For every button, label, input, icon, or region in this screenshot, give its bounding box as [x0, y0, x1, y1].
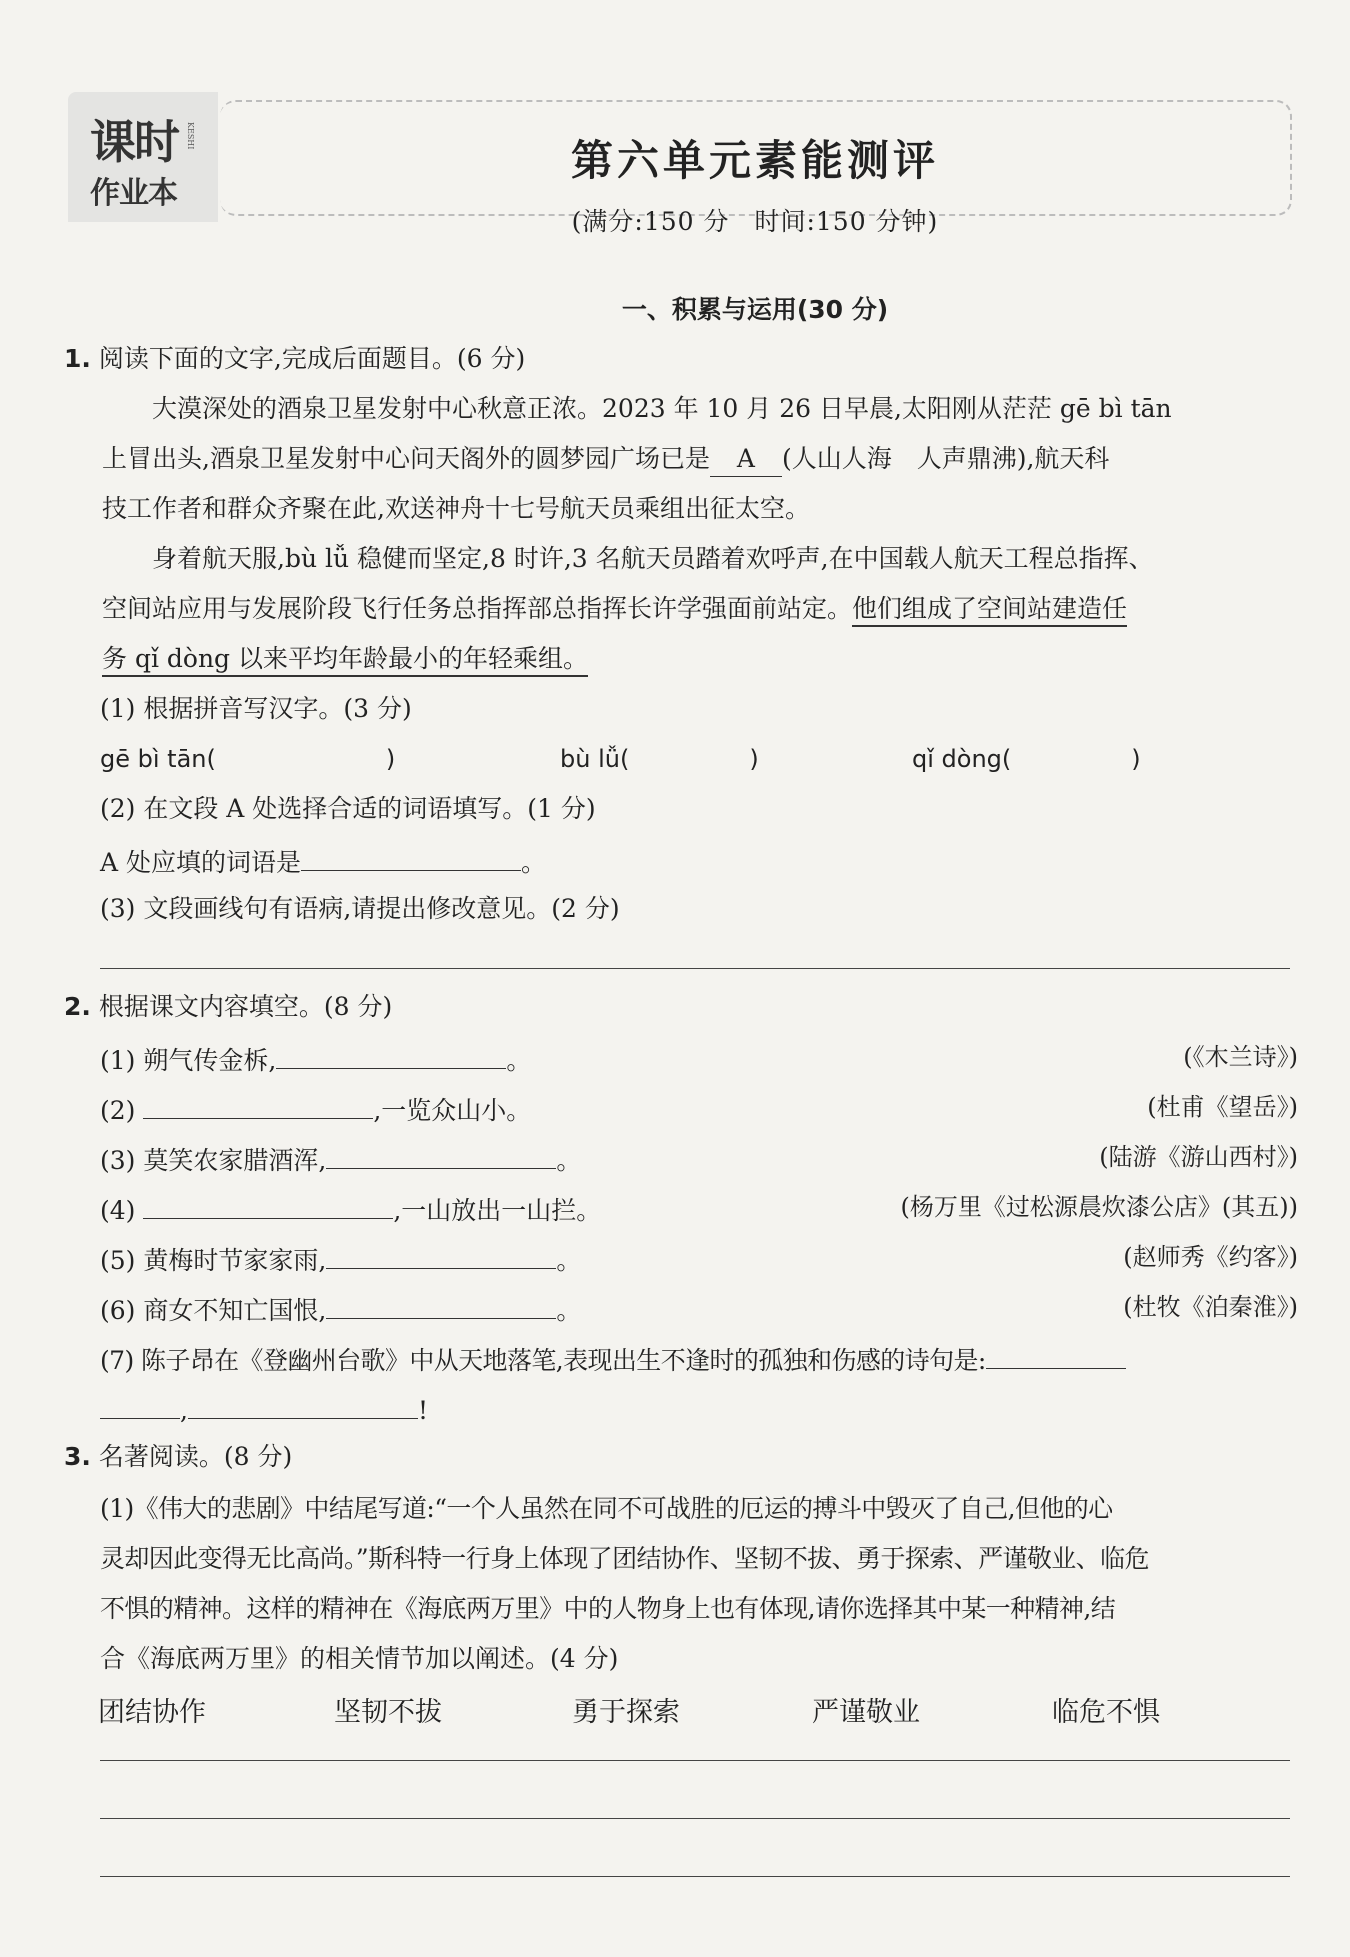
- q2-item-2: [100, 1090, 531, 1128]
- q3-stem-text: 名著阅读。(8 分): [98, 1442, 293, 1471]
- q2-item-4-post: ,一山放出一山拦。: [393, 1196, 602, 1225]
- q2-item-5-blank[interactable]: [326, 1240, 556, 1269]
- logo-line2: 作业本: [90, 176, 177, 211]
- q1-para2-line2: [102, 592, 1127, 626]
- spirit-option-4[interactable]: 严谨敬业: [812, 1697, 920, 1728]
- q2-item-2-source: (杜甫《望岳》): [1147, 1093, 1298, 1121]
- q2-item-1: [100, 1040, 531, 1078]
- pinyin-2-close: ): [749, 745, 759, 773]
- logo-tag: KESHI: [186, 122, 195, 150]
- q2-item-7-cont: [100, 1390, 428, 1428]
- pinyin-item-1: [100, 742, 395, 776]
- q1-para1-line2-pre: 上冒出头,酒泉卫星发射中心问天阁外的圆梦园广场已是: [102, 444, 710, 473]
- q2-item-2-blank[interactable]: [143, 1090, 373, 1119]
- page-title: 第六单元素能测评: [570, 136, 939, 185]
- q2-item-5: [100, 1240, 581, 1278]
- q2-item-7-comma: ,: [180, 1396, 188, 1425]
- pinyin-3-label: qǐ dòng(: [912, 745, 1012, 773]
- q1-stem: [64, 342, 525, 376]
- q2-item-1-post: 。: [506, 1046, 532, 1075]
- q1-para1-line1: 大漠深处的酒泉卫星发射中心秋意正浓。2023 年 10 月 26 日早晨,太阳刚从茫茫 gē bì tān: [152, 394, 1172, 423]
- q3-number: 3.: [64, 1442, 91, 1471]
- q2-item-6-blank[interactable]: [326, 1290, 556, 1319]
- q2-item-5-post: 。: [556, 1246, 582, 1275]
- q1-sub2-answer-line: [100, 842, 546, 880]
- q1-sub2: (2) 在文段 A 处选择合适的词语填写。(1 分): [100, 794, 596, 823]
- pinyin-2-label: bù lǚ(: [560, 745, 630, 773]
- q2-item-3-blank[interactable]: [326, 1140, 556, 1169]
- q2-item-1-pre: (1) 朔气传金柝,: [100, 1046, 277, 1075]
- q2-item-7-end: !: [417, 1396, 428, 1425]
- q2-item-3: [100, 1140, 581, 1178]
- q2-item-3-source: (陆游《游山西村》): [1099, 1143, 1298, 1171]
- q1-para2-line2-pre: 空间站应用与发展阶段飞行任务总指挥部总指挥长许学强面前站定。: [102, 594, 853, 623]
- q2-item-3-pre: (3) 莫笑农家腊酒浑,: [100, 1146, 327, 1175]
- underlined-sentence-part2: 务 qǐ dòng 以来平均年龄最小的年轻乘组。: [102, 644, 588, 677]
- q2-item-7-text: (7) 陈子昂在《登幽州台歌》中从天地落笔,表现出生不逢时的孤独和伤感的诗句是:: [100, 1346, 986, 1375]
- pinyin-3-close: ): [1131, 745, 1141, 773]
- answer-line[interactable]: [100, 1760, 1290, 1761]
- q2-stem-text: 根据课文内容填空。(8 分): [98, 992, 393, 1021]
- q2-item-4-source: (杨万里《过松源晨炊漆公店》(其五)): [900, 1193, 1298, 1221]
- q3-line4: 合《海底两万里》的相关情节加以阐述。(4 分): [100, 1644, 619, 1673]
- answer-line[interactable]: [100, 1876, 1290, 1877]
- logo-line1: 课时: [90, 115, 178, 169]
- q2-item-6-pre: (6) 商女不知亡国恨,: [100, 1296, 327, 1325]
- q2-item-7: [100, 1340, 1126, 1378]
- q2-item-6-source: (杜牧《泊秦淮》): [1123, 1293, 1298, 1321]
- q2-item-1-blank[interactable]: [276, 1040, 506, 1069]
- q2-item-5-source: (赵师秀《约客》): [1123, 1243, 1298, 1271]
- q2-item-3-post: 。: [556, 1146, 582, 1175]
- answer-line[interactable]: [100, 968, 1290, 969]
- answer-line[interactable]: [100, 1818, 1290, 1819]
- q2-item-5-pre: (5) 黄梅时节家家雨,: [100, 1246, 327, 1275]
- underlined-sentence-part1: 他们组成了空间站建造任: [852, 594, 1127, 627]
- blank-a[interactable]: A: [710, 442, 782, 477]
- q2-item-1-source: (《木兰诗》): [1183, 1043, 1298, 1071]
- q1-para1-line2-post: (人山人海 人声鼎沸),航天科: [781, 444, 1110, 473]
- q2-item-7-blank-c[interactable]: [188, 1390, 418, 1419]
- pinyin-1-close: ): [385, 745, 396, 773]
- q2-item-4-blank[interactable]: [143, 1190, 393, 1219]
- q3-line3: 不惧的精神。这样的精神在《海底两万里》中的人物身上也有体现,请你选择其中某一种精神,结: [100, 1594, 1116, 1623]
- q1-para2-line1: 身着航天服,bù lǚ 稳健而坚定,8 时许,3 名航天员踏着欢呼声,在中国载人航天工程总指挥、: [152, 544, 1154, 573]
- q1-para1-line2: [102, 442, 1109, 477]
- q1-stem-text: 阅读下面的文字,完成后面题目。(6 分): [98, 344, 526, 373]
- q3-stem: [64, 1440, 292, 1474]
- q2-item-6-post: 。: [556, 1296, 582, 1325]
- q1-sub1: (1) 根据拼音写汉字。(3 分): [100, 694, 412, 723]
- spirit-option-5[interactable]: 临危不惧: [1052, 1697, 1160, 1728]
- q2-item-2-post: ,一览众山小。: [373, 1096, 532, 1125]
- q2-number: 2.: [64, 992, 91, 1021]
- q2-item-2-pre: (2): [100, 1096, 144, 1125]
- page-subtitle: [0, 202, 1350, 238]
- score-info: (满分:150 分: [571, 207, 730, 236]
- spirit-option-3[interactable]: 勇于探索: [572, 1697, 680, 1728]
- time-info: 时间:150 分钟): [754, 207, 939, 236]
- q1-para1-line3: 技工作者和群众齐聚在此,欢送神舟十七号航天员乘组出征太空。: [102, 494, 810, 523]
- q2-item-4-pre: (4): [100, 1196, 144, 1225]
- pinyin-item-2: [560, 742, 759, 776]
- q2-stem: [64, 990, 392, 1024]
- q3-line2: 灵却因此变得无比高尚。”斯科特一行身上体现了团结协作、坚韧不拔、勇于探索、严谨敬业、临危: [100, 1544, 1149, 1573]
- q3-line1: (1)《伟大的悲剧》中结尾写道:“一个人虽然在同不可战胜的厄运的搏斗中毁灭了自己,但他的心: [100, 1494, 1113, 1523]
- q1-sub3: (3) 文段画线句有语病,请提出修改意见。(2 分): [100, 894, 620, 923]
- q2-item-6: [100, 1290, 581, 1328]
- pinyin-item-3: [912, 742, 1141, 776]
- section-heading: 一、积累与运用(30 分): [621, 295, 889, 324]
- q1-sub2-prompt: A 处应填的词语是: [100, 848, 302, 877]
- q1-para2-line3: [102, 642, 588, 676]
- spirit-option-2[interactable]: 坚韧不拔: [334, 1697, 442, 1728]
- q2-item-7-blank-b[interactable]: [100, 1390, 180, 1419]
- q2-item-7-blank-a[interactable]: [986, 1340, 1126, 1369]
- q2-item-4: [100, 1190, 601, 1228]
- q1-number: 1.: [64, 344, 91, 373]
- q1-sub2-period: 。: [521, 848, 547, 877]
- pinyin-1-label: gē bì tān(: [100, 745, 216, 773]
- spirit-option-1[interactable]: 团结协作: [98, 1697, 206, 1728]
- word-answer-blank[interactable]: [301, 842, 521, 871]
